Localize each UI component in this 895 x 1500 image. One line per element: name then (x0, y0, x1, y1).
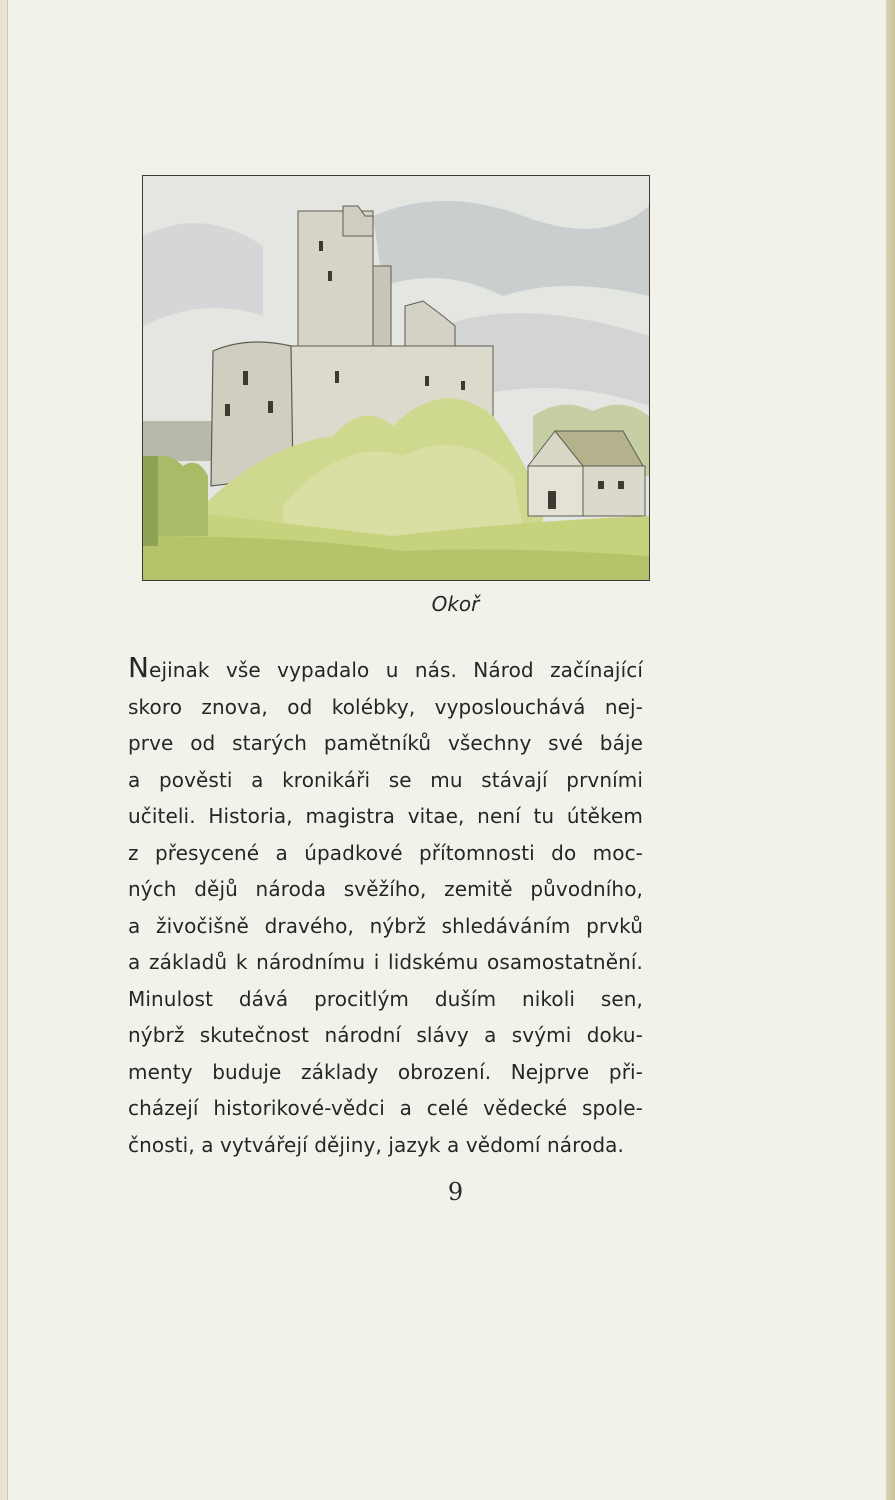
page-edge (886, 0, 895, 1500)
text-line (128, 650, 643, 689)
body-paragraph (128, 650, 643, 1163)
drop-cap: N (128, 651, 150, 684)
text-line: učiteli. Historia, magistra vitae, není tu útěkem (128, 804, 643, 828)
text-line: Minulost dává procitlým duším nikoli sen, (128, 986, 643, 1011)
text-line: cházejí historikové-vědci a celé vědecké spole- (128, 1096, 643, 1120)
page-number: 9 (447, 1178, 464, 1206)
book-page (8, 0, 886, 1500)
first-line-text: ejinak vše vypadalo u nás. Národ začínající (149, 658, 643, 682)
castle-illustration (142, 175, 650, 581)
text-line: a pověsti a kronikáři se mu stávají prvními (128, 767, 643, 792)
castle-drawing (143, 176, 649, 580)
text-line: menty buduje základy obrození. Nejprve při- (128, 1059, 643, 1084)
text-line: a živočišně dravého, nýbrž shledáváním prvků (128, 913, 643, 938)
text-line: ných dějů národa svěžího, zemitě původního, (128, 877, 643, 901)
text-line: z přesycené a úpadkové přítomnosti do moc- (128, 840, 643, 865)
illustration-caption: Okoř (431, 592, 480, 616)
text-line: prve od starých pamětníků všechny své báje (128, 731, 643, 755)
text-line: čnosti, a vytvářejí dějiny, jazyk a vědomí národa. (128, 1132, 624, 1157)
text-line: skoro znova, od kolébky, vyposlouchává nej- (128, 694, 643, 719)
text-line: a základů k národnímu i lidskému osamostatnění. (128, 950, 643, 974)
text-line: nýbrž skutečnost národní slávy a svými doku- (128, 1023, 643, 1047)
